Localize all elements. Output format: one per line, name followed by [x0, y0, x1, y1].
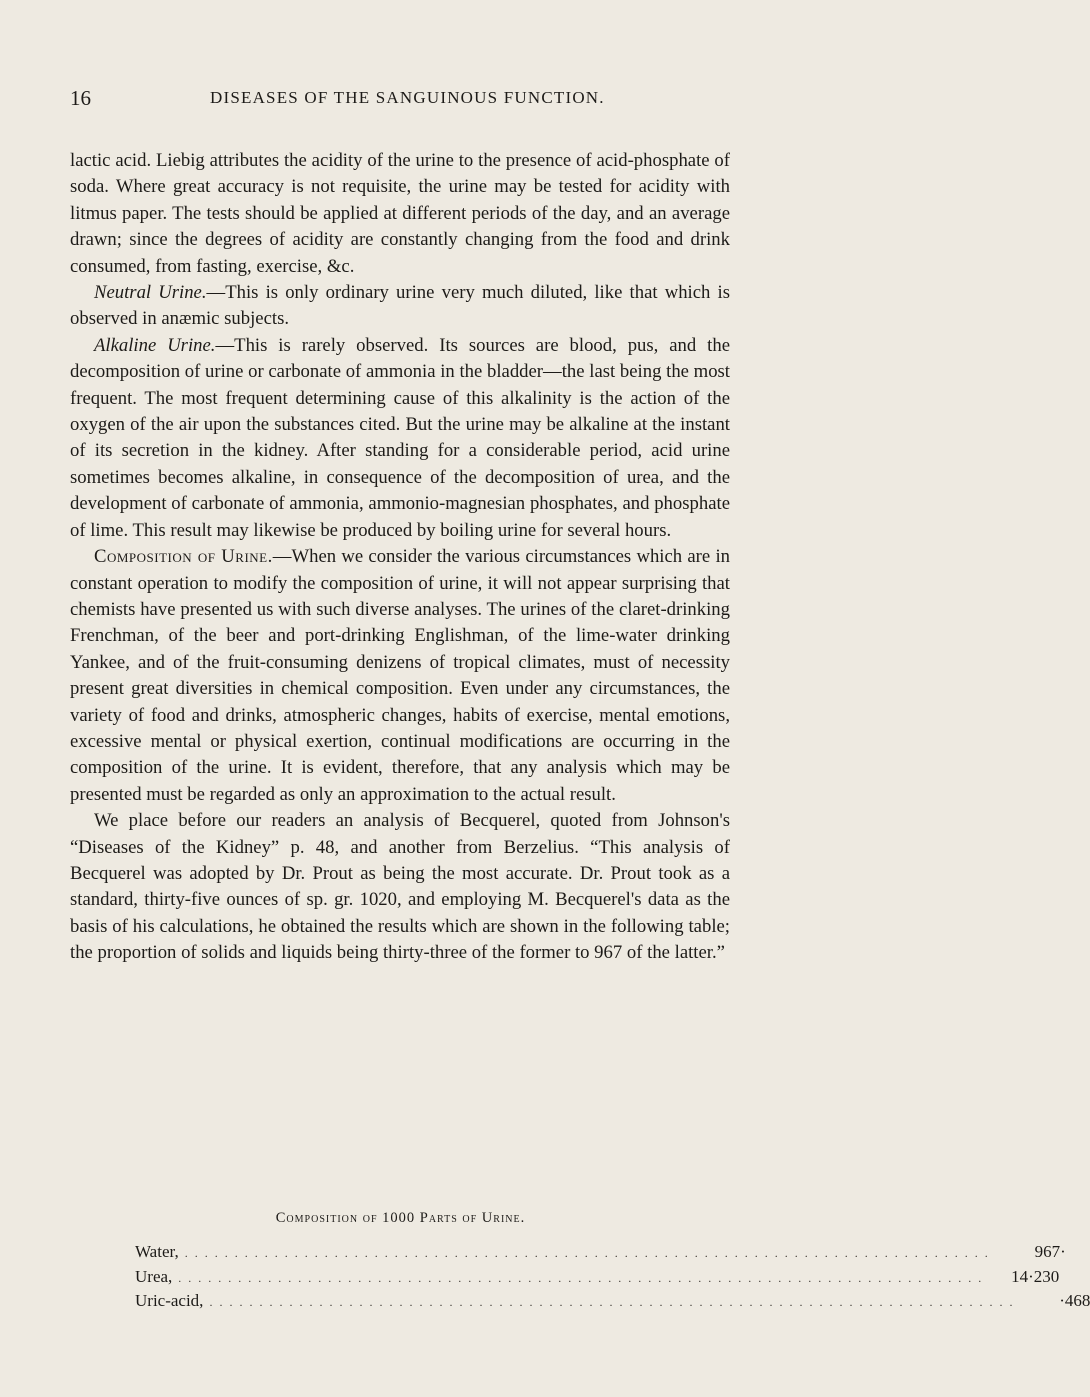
leader-dots: . . . . . . . . . . . . . . . . . . . . . . . . . . . . . . . . . . . . . . . . . . . . . . . . . . . . . . . . . . . . . . . . . . . . . . . . . . . . . . . . . [184, 1246, 990, 1260]
paragraph-text: —This is rarely observed. Its sources are blood, pus, and the decomposition of urine or carbonate of ammonia in the bladder—the last being the most frequent. The most frequent determining cause of this alkalinity is the action of the oxygen of the air upon the substances cited. But the urine may be alkaline at the instant of its secretion in the kidney. After standing for a considerable period, acid urine sometimes becomes alkaline, in consequence of the decomposition of urea, and the development of carbonate of ammonia, ammonio-magnesian phosphates, and phosphate of lime. This result may likewise be produced by boiling urine for several hours. [70, 334, 730, 541]
table-row [135, 1289, 1090, 1314]
table-title: Composition of 1000 Parts of Urine. [275, 1210, 526, 1226]
row-value: ·468 [1059, 1291, 1090, 1310]
leader-dots: . . . . . . . . . . . . . . . . . . . . . . . . . . . . . . . . . . . . . . . . . . . . . . . . . . . . . . . . . . . . . . . . . . . . . . . . . . . . . . . . . [209, 1295, 1015, 1309]
section-lead: Neutral Urine. [94, 282, 207, 304]
paragraph-text: We place before our readers an analysis of Becquerel, quoted from Johnson's “Diseases of the Kidney” p. 48, and another from Berzelius. “This analysis of Becquerel was adopted by Dr. Prout as being the most accurate. Dr. Prout took as a standard, thirty-five ounces of sp. gr. 1020, and employing M. Becquerel's data as the basis of his calculations, he obtained the results which are shown in the following table; the proportion of solids and liquids being thirty-three of the former to 967 of the latter.” [70, 810, 730, 964]
paragraph-alkaline-urine [70, 333, 730, 544]
paragraph-composition-of-urine [70, 544, 730, 808]
table-row [135, 1265, 1060, 1290]
paragraph-text: lactic acid. Liebig attributes the acidity of the urine to the presence of acid-phosphate of soda. Where great accuracy is not requisite, the urine may be tested for acidity with litmus paper. The tests should be applied at different periods of the day, and an average drawn; since the degrees of acidity are constantly changing from the food and drink consumed, from fasting, exercise, &c. [70, 150, 730, 277]
table-row [135, 1240, 1066, 1265]
row-value: 967· [1034, 1242, 1066, 1261]
paragraph-lactic-acid [70, 148, 730, 280]
running-head: DISEASES OF THE SANGUINOUS FUNCTION. [210, 88, 605, 107]
paragraph-neutral-urine [70, 280, 730, 333]
row-label: Uric-acid, [135, 1291, 204, 1310]
composition-table [135, 1240, 1090, 1314]
page-number: 16 [70, 86, 91, 110]
row-value: 14·230 [1011, 1266, 1060, 1286]
section-lead: Alkaline Urine. [94, 334, 216, 356]
page-header [70, 86, 761, 116]
row-label: Urea, [135, 1266, 173, 1286]
section-lead: Composition of Urine. [94, 546, 273, 568]
body-text [70, 148, 730, 967]
leader-dots: . . . . . . . . . . . . . . . . . . . . . . . . . . . . . . . . . . . . . . . . . . . . . . . . . . . . . . . . . . . . . . . . . . . . . . . . . . . . . . . . . [178, 1270, 984, 1285]
paragraph-becquerel-analysis [70, 808, 730, 966]
paragraph-text: —When we consider the various circumstances which are in constant operation to modify the composition of urine, it will not appear surprising that chemists have presented us with such diverse analyses. The urines of the claret-drinking Frenchman, of the beer and port-drinking Englishman, of the lime-water drinking Yankee, and of the fruit-consuming denizens of tropical climates, must of necessity present great diversities in chemical composition. Even under any circumstances, the variety of food and drinks, atmospheric changes, habits of exercise, mental emotions, excessive mental or physical exertion, continual modifications are occurring in the composition of the urine. It is evident, therefore, that any analysis which may be presented must be regarded as only an approximation to the actual result. [70, 546, 730, 805]
row-label: Water, [135, 1242, 179, 1261]
paragraph-text: —This is only ordinary urine very much diluted, like that which is observed in anæmic subjects. [70, 282, 730, 330]
